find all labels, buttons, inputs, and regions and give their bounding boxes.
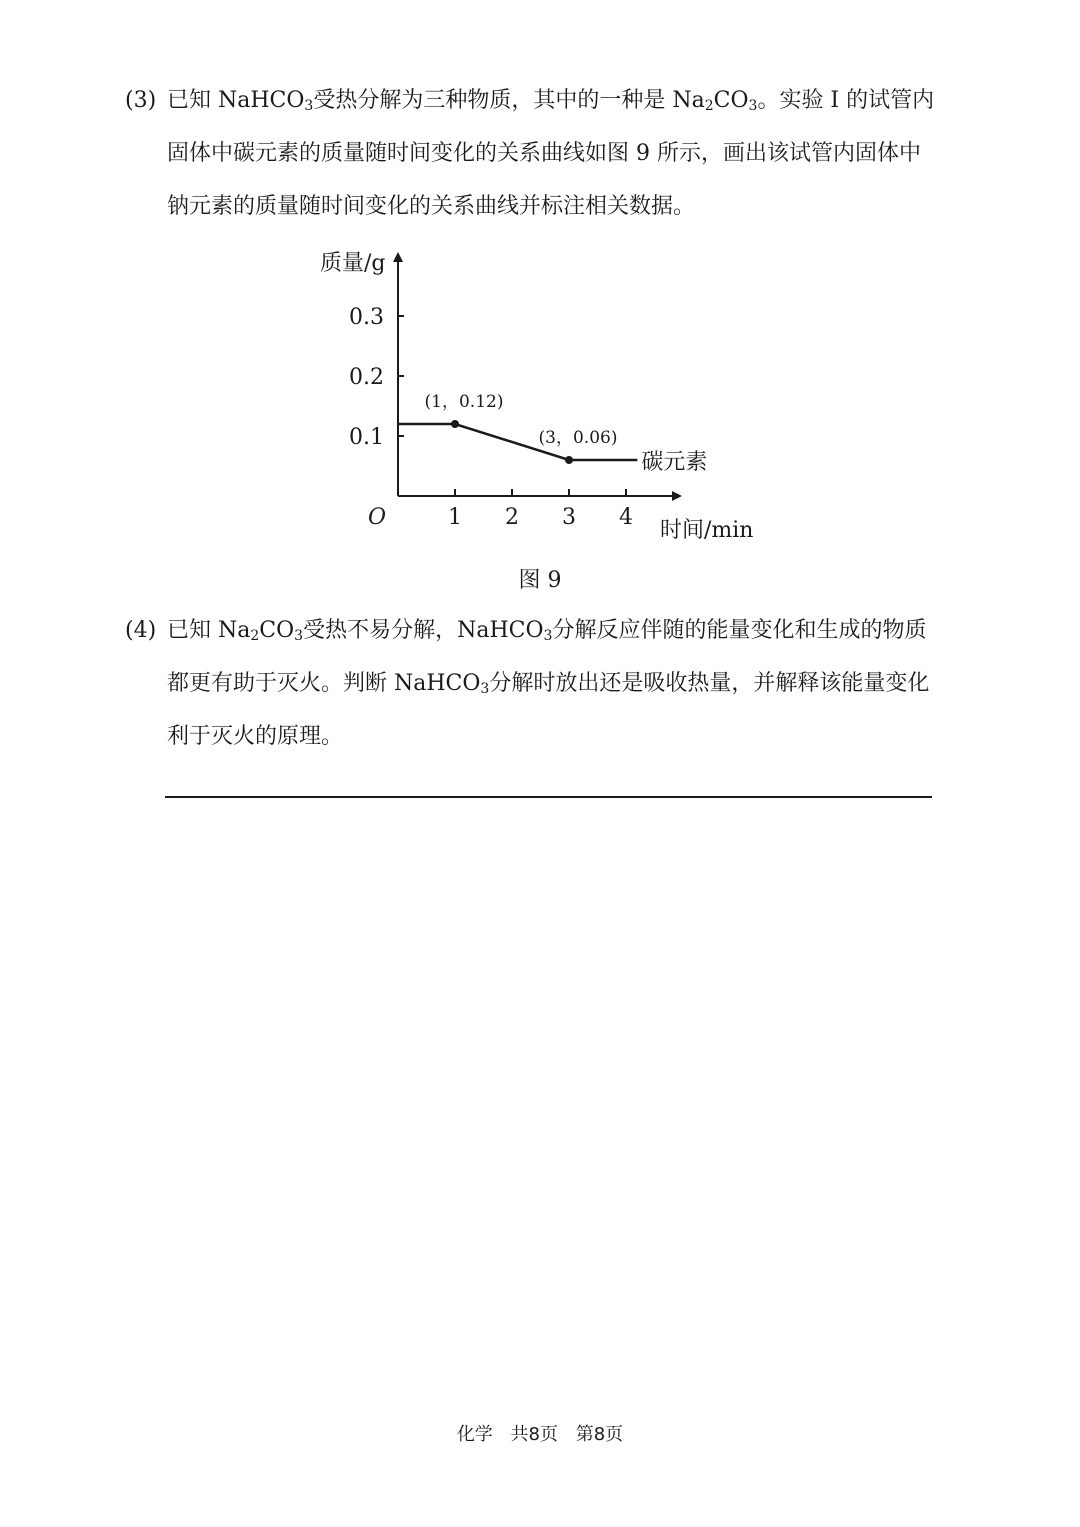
x-tick-label-4: 4 [619, 505, 633, 530]
question-4-line-3: 利于灭火的原理。 [167, 724, 344, 749]
figure-caption: 图 9 [518, 568, 562, 593]
y-tick-label-0.3: 0.3 [349, 305, 384, 330]
footer-total-pages: 共8页 [510, 1424, 558, 1445]
x-axis-label: 时间/min [660, 518, 754, 543]
origin-label: O [368, 505, 387, 530]
x-tick-label-3: 3 [562, 505, 576, 530]
question-4-line-2: 都更有助于灭火。判断 NaHCO$_3$分解时放出还是吸收热量，并解释该能量变化 [167, 671, 930, 697]
page-footer [0, 1420, 1080, 1446]
data-point-label-1: (3，0.06) [538, 428, 618, 448]
footer-page-number: 第8页 [575, 1424, 624, 1445]
footer-subject: 化学 [456, 1424, 493, 1445]
answer-line[interactable] [165, 796, 932, 798]
x-tick-label-2: 2 [505, 505, 519, 530]
question-3-number: (3) [125, 88, 157, 113]
question-3-line-1: 已知 NaHCO$_3$受热分解为三种物质，其中的一种是 $Na_2CO_3$。实验 I 的试管内 [167, 88, 935, 114]
data-point-1 [565, 456, 573, 464]
y-tick-label-0.2: 0.2 [349, 365, 384, 390]
y-axis-label: 质量/g [320, 251, 386, 276]
series-label-0: 碳元素 [641, 450, 708, 475]
y-tick-label-0.1: 0.1 [349, 425, 384, 450]
question-3-line-3: 钠元素的质量随时间变化的关系曲线并标注相关数据。 [167, 194, 696, 219]
question-4-number: (4) [125, 618, 157, 643]
question-3-line-2: 固体中碳元素的质量随时间变化的关系曲线如图 9 所示，画出该试管内固体中 [167, 141, 921, 166]
annotations-group [425, 392, 618, 464]
question-4-line-1: 已知 $Na_2CO_3$受热不易分解，NaHCO$_3$分解反应伴随的能量变化和生成的物质 [167, 618, 927, 644]
data-point-0 [451, 420, 459, 428]
data-point-label-0: (1，0.12) [424, 392, 504, 412]
figure-9-chart [300, 240, 780, 550]
x-tick-label-1: 1 [448, 505, 462, 530]
